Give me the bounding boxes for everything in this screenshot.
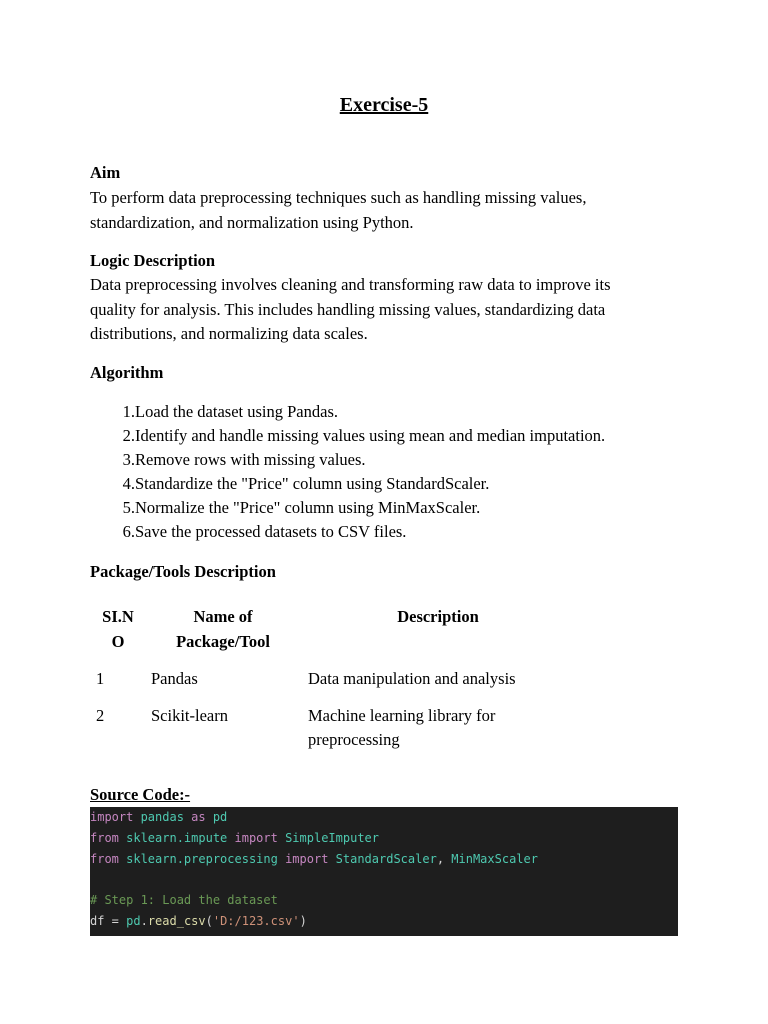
code-keyword: from [90,851,119,866]
step-text [135,424,605,448]
step-number: 5. [122,498,135,517]
code-line [90,890,678,911]
code-variable: df [90,913,105,928]
source-code-heading: Source Code:- [90,785,191,804]
table-cell-no: 2 [96,706,105,725]
algorithm-step [90,448,605,472]
algorithm-step [90,400,605,424]
logic-line: Data preprocessing involves cleaning and transforming raw data to improve its [90,275,611,294]
code-operator: = [104,913,127,928]
header-line: Name of [193,607,253,626]
algorithm-heading: Algorithm [90,363,164,382]
code-keyword: as [191,810,206,824]
code-keyword: import [285,851,329,866]
code-keyword: from [90,830,119,845]
aim-line: To perform data preprocessing techniques such as handling missing values, [90,188,587,207]
step-text-value: Identify and handle missing values using mean and median imputation. [135,426,606,445]
algorithm-step [90,520,605,544]
description-line: preprocessing [308,730,400,749]
description-line: Machine learning library for [308,706,496,725]
step-text [135,448,366,472]
code-line [90,911,678,932]
step-text [135,520,406,544]
logic-line: quality for analysis. This includes handling missing values, standardizing data [90,299,606,319]
step-text-value: Save the processed datasets to CSV files. [135,522,407,541]
step-text-value: Standardize the "Price" column using StandardScaler. [135,474,490,493]
logic-text [90,273,690,347]
code-class: MinMaxScaler [451,851,538,866]
step-text-value: Remove rows with missing values. [135,450,366,469]
table-cell-no: 1 [96,669,105,688]
code-line-blank [90,869,678,890]
code-class: StandardScaler [328,851,437,866]
step-number: 3. [122,450,135,469]
code-class: SimpleImputer [277,830,380,845]
algorithm-step [90,424,605,448]
column-header-description: Description [397,607,479,626]
step-text [135,472,489,496]
column-header-name [150,604,296,654]
header-line: O [111,632,125,651]
code-line [90,807,678,828]
code-object: pd [126,913,141,928]
aim-line: standardization, and normalization using Python. [90,212,414,232]
code-punctuation: ( [205,913,213,928]
algorithm-list [90,400,605,544]
column-header-slno [90,604,146,654]
step-text-value: Normalize the "Price" column using MinMaxScaler. [135,498,481,517]
step-number: 4. [122,474,135,493]
table-cell-description [308,704,495,752]
code-module: sklearn.impute [118,830,235,845]
code-keyword: import [90,810,134,824]
step-text [135,400,338,424]
step-number: 1. [122,402,135,421]
algorithm-step [90,472,605,496]
step-text-value: Load the dataset using Pandas. [135,402,338,421]
table-cell-name: Scikit-learn [151,706,228,725]
logic-line: distributions, and normalizing data scales. [90,324,368,343]
code-module: pandas [133,810,192,824]
code-comment: # Step 1: Load the dataset [90,893,278,908]
step-number: 6. [122,522,135,541]
code-punctuation: ) [299,913,307,928]
code-block [90,807,678,936]
logic-heading: Logic Description [90,251,216,270]
header-line: Package/Tool [176,632,270,651]
step-text [135,496,480,520]
algorithm-step [90,496,605,520]
code-function: read_csv [147,913,206,928]
code-punctuation: , [436,851,452,866]
code-punctuation: . [140,913,148,928]
code-line [90,849,678,870]
code-line [90,828,678,849]
aim-text [90,186,660,235]
code-string: 'D:/123.csv' [212,913,300,928]
table-cell-description: Data manipulation and analysis [308,669,516,688]
packages-heading: Package/Tools Description [90,562,276,581]
code-module: sklearn.preprocessing [118,851,286,866]
step-number: 2. [122,426,135,445]
code-keyword: import [234,830,278,845]
page-title: Exercise-5 [339,94,429,116]
aim-heading: Aim [90,163,121,182]
code-alias: pd [205,810,228,824]
header-line: SI.N [102,607,134,626]
table-cell-name: Pandas [151,669,198,688]
